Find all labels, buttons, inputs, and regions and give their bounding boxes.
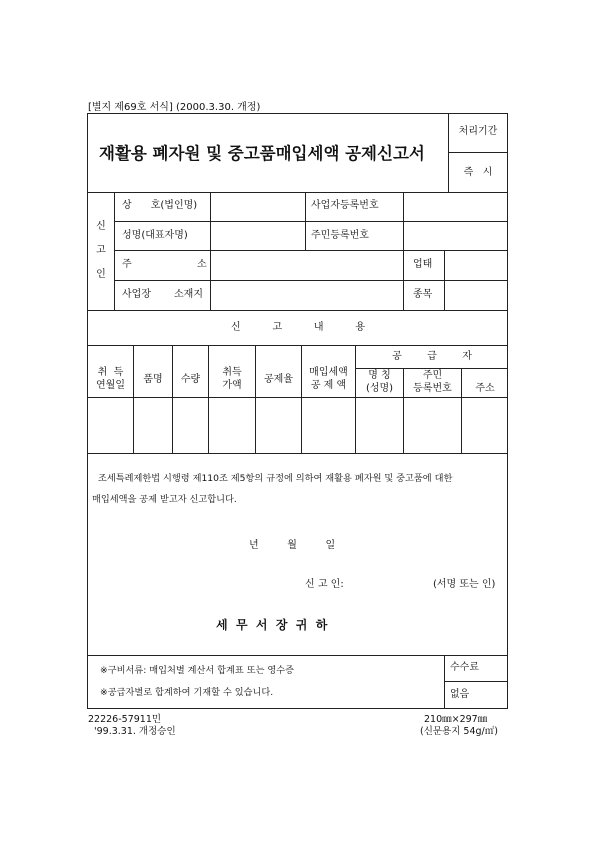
header-supplier-reg-no-2: 등록번호	[413, 383, 452, 394]
header-item-name: 품명	[143, 374, 163, 385]
declarant-label-divider	[114, 192, 115, 310]
header-acquired-value-2: 가액	[222, 380, 242, 391]
header-supplier-address: 주소	[475, 383, 495, 394]
note-sum-by-supplier: ※공급자별로 합계하여 기재할 수 있습니다.	[100, 687, 274, 698]
workplace-label-right: 소재지	[174, 289, 203, 300]
table-header-bottom-line	[87, 397, 508, 398]
resident-reg-no-label: 주민등록번호	[311, 230, 369, 241]
footer-code: 22226-57911민	[88, 714, 162, 725]
declarant-label-1: 신	[96, 221, 106, 232]
declarant-col-line-2	[305, 192, 306, 251]
declarant-row-line-2	[114, 250, 508, 251]
processing-period-label: 처리기간	[458, 126, 498, 137]
declarant-col-line-3	[403, 192, 404, 310]
footer-approval: '99.3.31. 개정승인	[94, 726, 176, 737]
table-col-line-3	[208, 345, 209, 453]
declarant-sign-label: 신 고 인:	[305, 579, 344, 590]
header-input-tax-deduction-2: 공 제 액	[310, 380, 347, 391]
footer-paper-type: (신문용지 54g/㎡)	[420, 726, 498, 737]
table-col-line-1	[133, 345, 134, 453]
addressee: 세 무 서 장 귀 하	[216, 618, 328, 632]
frame-left	[87, 113, 88, 709]
table-col-line-2	[172, 345, 173, 453]
declarant-label-2: 고	[96, 245, 106, 256]
table-col-line-5	[301, 345, 302, 453]
declarant-col-line-4	[444, 250, 445, 310]
fee-label: 수수료	[450, 662, 479, 673]
form-reference: [별지 제69호 서식] (2000.3.30. 개정)	[88, 102, 261, 113]
workplace-label-left: 사업장	[122, 289, 151, 300]
address-label-right: 소	[197, 259, 207, 270]
declarant-row-line-1	[114, 221, 508, 222]
header-supplier-reg-no-1: 주민	[422, 370, 443, 381]
fee-value: 없음	[450, 689, 470, 700]
trade-name-label: 상 호(법인명)	[122, 200, 198, 211]
date-line: 년 월 일	[249, 540, 336, 551]
header-supplier-name-1: 명 칭	[368, 370, 391, 381]
business-reg-no-label: 사업자등록번호	[311, 200, 379, 211]
header-deduction-rate: 공제율	[264, 374, 293, 385]
table-col-line-8	[461, 368, 462, 453]
processing-period-value: 즉 시	[463, 167, 493, 178]
frame-right	[507, 113, 508, 709]
header-acquired-date-2: 연월일	[96, 380, 125, 391]
statement-line-2: 매입세액을 공제 받고자 신고합니다.	[92, 494, 237, 505]
form-title: 재활용 폐자원 및 중고품매입세액 공제신고서	[99, 144, 425, 163]
report-contents-title: 신 고 내 용	[230, 322, 365, 333]
table-bottom-line	[87, 453, 508, 454]
note-required-docs: ※구비서류: 매입처별 계산서 합계표 또는 영수증	[100, 665, 295, 676]
declarant-col-line-1	[210, 192, 211, 310]
sign-note: (서명 또는 인)	[433, 579, 496, 590]
header-acquired-date-1: 취 득	[97, 367, 124, 378]
header-supplier-name-2: (성명)	[365, 383, 394, 394]
representative-label: 성명(대표자명)	[122, 230, 188, 241]
header-acquired-value-1: 취득	[222, 367, 242, 378]
fee-row-line	[444, 681, 508, 682]
business-type-label: 업태	[413, 259, 433, 270]
business-item-label: 종목	[413, 289, 433, 300]
title-bottom-line	[87, 192, 508, 193]
declarant-bottom-line	[87, 310, 508, 311]
header-input-tax-deduction-1: 매입세액	[309, 367, 348, 378]
supplier-subheader-line	[355, 368, 508, 369]
header-supplier: 공 급 자	[392, 351, 472, 362]
declarant-label-3: 인	[96, 269, 106, 280]
statement-line-1: 조세특례제한법 시행령 제110조 제5항의 규정에 의하여 재활용 폐자원 및 중고품에 대한	[98, 473, 453, 484]
report-title-bottom-line	[87, 345, 508, 346]
processing-divider	[448, 152, 507, 153]
fee-divider	[444, 655, 445, 709]
table-col-line-4	[255, 345, 256, 453]
declarant-row-line-3	[114, 280, 508, 281]
header-quantity: 수량	[180, 374, 201, 385]
footer-paper-size: 210㎜×297㎜	[424, 714, 488, 725]
frame-top	[87, 113, 508, 114]
address-label-left: 주	[122, 259, 132, 270]
